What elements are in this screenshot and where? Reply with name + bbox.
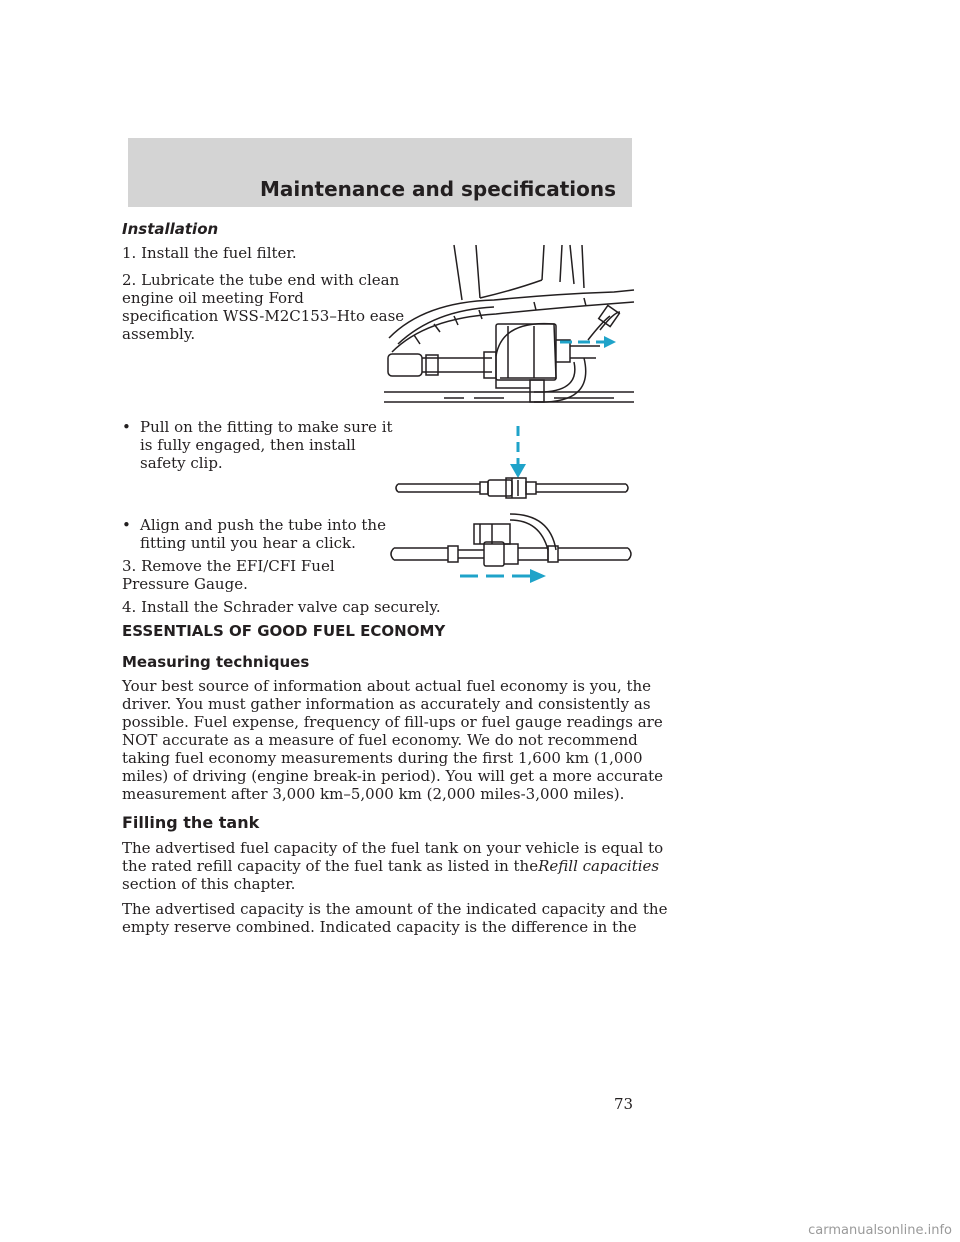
filling-p1-line-1: The advertised fuel capacity of the fuel tank on your vehicle is equal to bbox=[122, 839, 664, 857]
page-number: 73 bbox=[614, 1095, 634, 1113]
measuring-paragraph-line-2: driver. You must gather information as accurately and consistently as bbox=[122, 695, 651, 713]
step-2-line-1: 2. Lubricate the tube end with clean bbox=[122, 271, 400, 289]
step-2-line-4: assembly. bbox=[122, 325, 196, 343]
pull-fitting-illustration bbox=[394, 420, 630, 504]
filling-tank-heading: Filling the tank bbox=[122, 813, 260, 832]
filling-p1-line-3: section of this chapter. bbox=[122, 875, 296, 893]
measuring-paragraph-line-1: Your best source of information about actual fuel economy is you, the bbox=[122, 677, 652, 695]
measuring-paragraph-line-7: measurement after 3,000 km–5,000 km (2,000 miles-3,000 miles). bbox=[122, 785, 625, 803]
bullet-1-line-2: is fully engaged, then install bbox=[140, 436, 356, 454]
installation-heading: Installation bbox=[122, 220, 219, 238]
watermark: carmanualsonline.info bbox=[808, 1223, 952, 1238]
measuring-paragraph-line-5: taking fuel economy measurements during the first 1,600 km (1,000 bbox=[122, 749, 643, 767]
measuring-paragraph-line-6: miles) of driving (engine break-in period). You will get a more accurate bbox=[122, 767, 664, 785]
essentials-heading: ESSENTIALS OF GOOD FUEL ECONOMY bbox=[122, 622, 446, 640]
measuring-paragraph-line-4: NOT accurate as a measure of fuel economy. We do not recommend bbox=[122, 731, 638, 749]
step-2-line-2: engine oil meeting Ford bbox=[122, 289, 304, 307]
refill-capacities-reference: Refill capacities bbox=[538, 857, 660, 875]
step-4: 4. Install the Schrader valve cap securely. bbox=[122, 598, 441, 616]
page-header-title: Maintenance and specifications bbox=[260, 177, 616, 201]
measuring-techniques-heading: Measuring techniques bbox=[122, 653, 310, 671]
bullet-1-line-1: Pull on the fitting to make sure it bbox=[140, 418, 393, 436]
bullet-1-marker: • bbox=[122, 418, 131, 436]
filling-p2-line-2: empty reserve combined. Indicated capacity is the difference in the bbox=[122, 918, 637, 936]
filling-p2-line-1: The advertised capacity is the amount of the indicated capacity and the bbox=[122, 900, 668, 918]
fuel-filter-installation-illustration bbox=[384, 240, 636, 410]
step-1: 1. Install the fuel filter. bbox=[122, 244, 297, 262]
step-3-line-1: 3. Remove the EFI/CFI Fuel bbox=[122, 557, 335, 575]
bullet-2-line-1: Align and push the tube into the bbox=[140, 516, 386, 534]
step-3-line-2: Pressure Gauge. bbox=[122, 575, 248, 593]
step-2-line-3: specification WSS-M2C153–Hto ease bbox=[122, 307, 405, 325]
bullet-1-line-3: safety clip. bbox=[140, 454, 223, 472]
bullet-2-marker: • bbox=[122, 516, 131, 534]
filling-p1-line-2-text: the rated refill capacity of the fuel tank as listed in the bbox=[122, 857, 539, 875]
measuring-paragraph-line-3: possible. Fuel expense, frequency of fill-ups or fuel gauge readings are bbox=[122, 713, 663, 731]
push-tube-illustration bbox=[388, 510, 636, 590]
filling-p1-line-2 bbox=[122, 857, 659, 876]
bullet-2-line-2: fitting until you hear a click. bbox=[140, 534, 356, 552]
header-band bbox=[128, 138, 632, 207]
